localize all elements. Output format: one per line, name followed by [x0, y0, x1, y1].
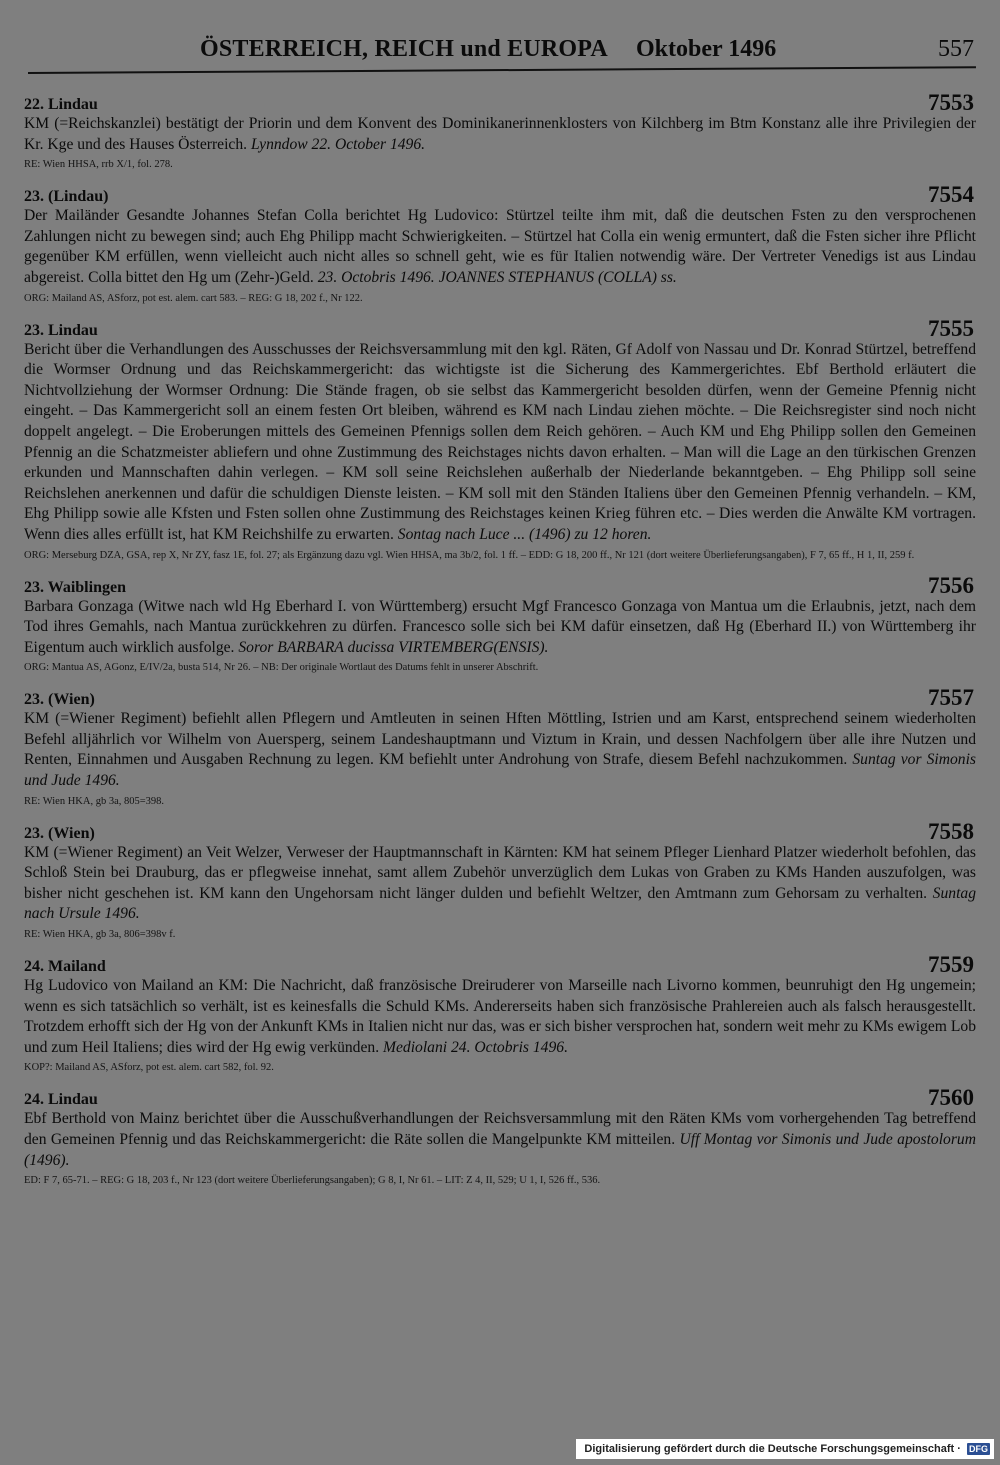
entry-number: 7558	[928, 818, 974, 844]
entry-source: RE: Wien HKA, gb 3a, 806=398v f.	[24, 929, 176, 941]
entry-date: 24. Lindau	[24, 1091, 98, 1109]
entry-source: ORG: Mailand AS, ASforz, pot est. alem. cart 583. – REG: G 18, 202 f., Nr 122.	[24, 292, 363, 304]
entry-text: Hg Ludovico von Mailand an KM: Die Nachricht, daß französische Dreiruderer von Marseille nach Livorno kommen, beunruhigt den Hg ungemein; wenn es sich tatsächlich so verhält, ist es keinesfalls die Schuld KMs. Andererseits haben sich französische Prahlereien auch als falsch herausgestellt. Trotzdem erhofft sich der Hg von der Ankunft KMs in Italien nicht nur das, was er sich bisher versprochen hat, sondern weit mehr zu KMs ewigem Lob und zum Heil Italiens; dies wird der Hg ewig verkünden. Mediolani 24. Octobris 1496.	[24, 977, 976, 1056]
page-header	[0, 36, 1000, 70]
entry-7554	[20, 184, 976, 304]
entries-list	[20, 92, 976, 1200]
entry-7559	[20, 954, 976, 1074]
entry-date: 24. Mailand	[24, 958, 106, 976]
entry-text: Der Mailänder Gesandte Johannes Stefan Colla berichtet Hg Ludovico: Stürtzel teilte ihm mit, daß die deutschen Fsten zu den versprochenen Zahlungen nicht zu bewegen sind; auch Ehg Philipp macht Schwierigkeiten. – Stürtzel hat Colla ein wenig ermuntert, daß die Fsten sicher ihre Pflicht gegenüber KM erfüllen, wenn vielleicht auch nicht alles so schnell geht, wie es für Italien notwendig wäre. Der Vertreter Venedigs ist aus Lindau abgereist. Colla bittet den Hg um (Zehr-)Geld. 23. Octobris 1496. JOANNES STEPHANUS (COLLA) ss.	[24, 207, 976, 286]
entry-dating: Soror BARBARA ducissa VIRTEMBERG(ENSIS).	[238, 638, 549, 656]
page-number: 557	[938, 36, 974, 62]
entry-7560	[20, 1087, 976, 1187]
footer-text: Digitalisierung gefördert durch die Deutsche Forschungsgemeinschaft ·	[584, 1443, 961, 1455]
entry-date: 23. Lindau	[24, 321, 98, 339]
entry-source: KOP?: Mailand AS, ASforz, pot est. alem. cart 582, fol. 92.	[24, 1062, 274, 1074]
entry-dating: 23. Octobris 1496. JOANNES STEPHANUS (COLLA) ss.	[317, 268, 677, 286]
entry-date: 22. Lindau	[24, 96, 98, 113]
entry-number: 7556	[928, 572, 974, 598]
entry-source: ORG: Merseburg DZA, GSA, rep X, Nr ZY, fasz 1E, fol. 27; als Ergänzung dazu vgl. Wien HHSA, ma 3b/2, fol. 1 ff. – EDD: G 18, 200 ff., Nr 121 (dort weitere Überlieferungsangaben), F 7, 65 ff., H 1, II, 259 f.	[24, 549, 915, 561]
entry-text: KM (=Wiener Regiment) an Veit Welzer, Verweser der Hauptmannschaft in Kärnten: KM hat seinem Pfleger Lienhard Platzer wiederholt befohlen, das Schloß Stein bei Drauburg, das er pflegweise innehat, samt allem Zubehör unverzüglich dem Lukas von Graben zu KMs Handen auszufolgen, was bisher nicht geschehen ist. KM kann den Ungehorsam nicht länger dulden und befiehlt Weltzer, den Amtmann zum Gehorsam zu verhalten. Suntag nach Ursule 1496.	[24, 843, 976, 923]
entry-source: RE: Wien HKA, gb 3a, 805=398.	[24, 795, 165, 807]
dfg-logo-icon: DFG	[969, 1444, 988, 1455]
entry-date: 23. (Lindau)	[24, 188, 109, 206]
entry-number: 7554	[928, 182, 974, 208]
entry-dating: Suntag nach Ursule 1496.	[24, 884, 976, 923]
entry-date: 23. (Wien)	[24, 824, 95, 842]
entry-source: ORG: Mantua AS, AGonz, E/IV/2a, busta 514, Nr 26. – NB: Der originale Wortlaut des Datums fehlt in unserer Abschrift.	[24, 662, 539, 674]
entry-number: 7555	[928, 315, 974, 341]
entry-7558	[20, 818, 976, 941]
entry-7553	[20, 92, 976, 171]
funding-footer	[576, 1439, 994, 1459]
entry-dating: Suntag vor Simonis und Jude 1496.	[24, 751, 976, 790]
entry-number: 7557	[928, 685, 974, 711]
entry-7556	[20, 572, 976, 675]
entry-number: 7553	[928, 90, 974, 115]
entry-text: Bericht über die Verhandlungen des Ausschusses der Reichsversammlung mit den kgl. Räten, Gf Adolf von Nassau und Dr. Konrad Stürtzel, betreffend die Wormser Ordnung und das Reichskammergericht: das wichtigste ist die Sicherung des Kammergerichtes. Ebf Berthold erläutert die Nichtvollziehung der Wormser Ordnung: Die Stände fragen, ob sie selbst das Kammergericht besolden dürfen, wenn der Gemeine Pfennig nicht eingeht. – Das Kammergericht soll an einem festen Ort bleiben, während es KM nach Lindau ziehen möchte. – Die Reichsregister sind noch nicht doppelt angelegt. – Die Eroberungen mittels des Gemeinen Pfennigs sollen dem Reich gehören. – Auch KM und Ehg Philipp sollen den Gemeinen Pfennig an die Schatzmeister abliefern und ohne Zustimmung des Reichstages nichts davon erhalten. – Man will die Lage an den türkischen Grenzen erkunden und Mannschaften dahin verlegen. – KM soll seine Reichslehen außerhalb der Niederlande bekanntgeben. – Ehg Philipp soll seine Reichslehen anerkennen und dafür die schuldigen Dienste leisten. – KM soll mit den Ständen Italiens über den Gemeinen Pfennig verhandeln. – KM, Ehg Philipp sowie alle Kfsten und Fsten sollen ohne Zustimmung des Reichstages keinen Krieg führen etc. – Dies werden die Anwälte KM vortragen. Wenn dies alles erfüllt ist, hat KM Reichshilfe zu erwarten. Sontag nach Luce ... (1496) zu 12 horen.	[24, 340, 976, 543]
entry-text: KM (=Reichskanzlei) bestätigt der Priorin und dem Konvent des Dominikanerinnenklosters von Kilchberg im Btm Konstanz alle ihre Privilegien der Kr. Kge und des Hauses Österreich. Lynndow 22. October 1496.	[24, 115, 976, 153]
entry-date: 23. (Wien)	[24, 691, 95, 709]
entry-source: RE: Wien HHSA, rrb X/1, fol. 278.	[24, 159, 173, 171]
entry-text: Barbara Gonzaga (Witwe nach wld Hg Eberhard I. von Württemberg) ersucht Mgf Francesco Gonzaga von Mantua um die Erlaubnis, jetzt, nach dem Tod ihres Gemahls, nach Mantua zurückkehren zu dürfen. Francesco solle sich bei KM dafür einsetzen, daß Hg (Eberhard II.) von Württemberg ihr Eigentum auch wirklich ausfolge. Soror BARBARA ducissa VIRTEMBERG(ENSIS).	[24, 597, 976, 656]
entry-7555	[20, 315, 976, 562]
running-month: Oktober 1496	[636, 36, 777, 62]
entry-number: 7560	[928, 1085, 974, 1111]
entry-dating: Lynndow 22. October 1496.	[250, 135, 426, 153]
entry-number: 7559	[928, 952, 974, 978]
entry-date: 23. Waiblingen	[24, 578, 126, 596]
entry-text: Ebf Berthold von Mainz berichtet über die Ausschußverhandlungen der Reichsversammlung mit den Räten KMs vom vorhergehenden Tag betreffend den Gemeinen Pfennig und das Reichskammergericht: die Räte sollen die Mangelpunkte KM mitteilen. Uff Montag vor Simonis und Jude apostolorum (1496).	[24, 1110, 976, 1169]
entry-source: ED: F 7, 65-71. – REG: G 18, 203 f., Nr 123 (dort weitere Überlieferungsangaben); G 8, I, Nr 61. – LIT: Z 4, II, 529; U 1, I, 526 ff., 536.	[24, 1175, 601, 1187]
entry-dating: Sontag nach Luce ... (1496) zu 12 horen.	[397, 525, 652, 543]
entry-dating: Mediolani 24. Octobris 1496.	[383, 1038, 568, 1056]
running-title: ÖSTERREICH, REICH und EUROPA	[200, 36, 608, 62]
entry-7557	[20, 687, 976, 807]
entry-text: KM (=Wiener Regiment) befiehlt allen Pflegern und Amtleuten in seinen Hften Möttling, Istrien und am Karst, entsprechend seinem wiederholten Befehl alljährlich vor Wilhelm von Auersperg, seinem Landeshauptmann und Viztum in Krain, und dessen Nachfolgern über alle ihre Nutzen und Renten, Einnahmen und Ausgaben Rechnung zu legen. KM befiehlt unter Androhung von Strafe, diesem Befehl nachzukommen. Suntag vor Simonis und Jude 1496.	[24, 710, 976, 790]
entry-dating: Uff Montag vor Simonis und Jude apostolorum (1496).	[24, 1131, 976, 1169]
